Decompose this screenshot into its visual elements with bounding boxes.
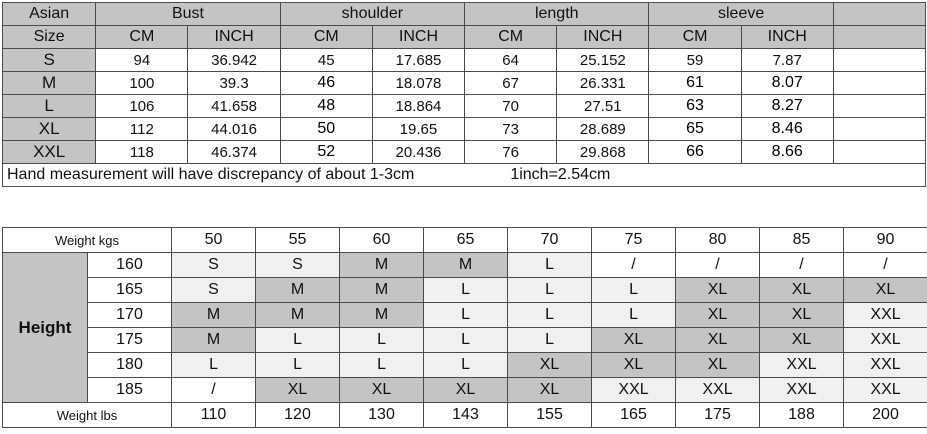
measurement-cell: 67 (465, 72, 557, 95)
size-cell: L (424, 353, 508, 378)
size-cell: L (592, 303, 676, 328)
size-cell: XL (256, 378, 340, 403)
size-cell: / (172, 378, 256, 403)
header-row-2 (3, 26, 926, 49)
size-cell: XL (508, 353, 592, 378)
weight-lbs-cell: 200 (844, 403, 927, 428)
measurement-cell: 106 (96, 95, 188, 118)
measurement-cell: 73 (465, 118, 557, 141)
size-cell: XL (760, 278, 844, 303)
size-cell: XL (676, 303, 760, 328)
spacer-cell (833, 141, 925, 164)
spacer-cell (833, 118, 925, 141)
height-value: 170 (88, 303, 172, 328)
size-cell: L (256, 353, 340, 378)
length-header: length (465, 3, 649, 26)
measurement-cell: 39.3 (188, 72, 280, 95)
weight-kgs-row (3, 228, 927, 253)
discrepancy-note: Hand measurement will have discrepancy of about 1-3cm (7, 166, 415, 183)
size-cell: L (256, 328, 340, 353)
height-row (3, 353, 927, 378)
size-cell: L (508, 303, 592, 328)
size-cell: M (424, 253, 508, 278)
measurement-cell: 64 (465, 49, 557, 72)
weight-lbs-cell: 143 (424, 403, 508, 428)
measurement-cell: 8.27 (741, 95, 833, 118)
size-label: M (3, 72, 96, 95)
size-cell: XXL (844, 378, 927, 403)
measurement-cell: 63 (649, 95, 741, 118)
size-cell: M (340, 303, 424, 328)
weight-lbs-row (3, 403, 927, 428)
spacer-cell (833, 49, 925, 72)
measurement-cell: 25.152 (557, 49, 649, 72)
size-cell: L (340, 353, 424, 378)
measurement-cell: 118 (96, 141, 188, 164)
size-label: XL (3, 118, 96, 141)
size-cell: XL (760, 328, 844, 353)
size-cell: XL (676, 353, 760, 378)
size-cell: XL (424, 378, 508, 403)
weight-kg-cell: 85 (760, 228, 844, 253)
height-weight-size-chart (2, 227, 927, 428)
measurement-cell: 50 (280, 118, 372, 141)
size-measurement-table (2, 2, 926, 187)
size-cell: XXL (676, 378, 760, 403)
note-row (3, 164, 926, 187)
size-cell: XL (760, 303, 844, 328)
shoulder-cm-header: CM (280, 26, 372, 49)
sleeve-header: sleeve (649, 3, 833, 26)
measurement-cell: 44.016 (188, 118, 280, 141)
measurement-cell: 45 (280, 49, 372, 72)
measurement-cell: 94 (96, 49, 188, 72)
measurement-cell: 100 (96, 72, 188, 95)
size-cell: L (424, 303, 508, 328)
weight-lbs-cell: 110 (172, 403, 256, 428)
size-cell: XXL (592, 378, 676, 403)
weight-kg-cell: 90 (844, 228, 927, 253)
measurement-cell: 27.51 (557, 95, 649, 118)
height-label: Height (3, 253, 88, 403)
weight-lbs-cell: 120 (256, 403, 340, 428)
size-row (3, 95, 926, 118)
size-cell: L (424, 328, 508, 353)
size-cell: XL (340, 378, 424, 403)
measurement-cell: 8.07 (741, 72, 833, 95)
size-cell: XXL (844, 303, 927, 328)
measurement-cell: 41.658 (188, 95, 280, 118)
spacer-cell (833, 72, 925, 95)
sleeve-inch-header: INCH (741, 26, 833, 49)
size-cell: L (172, 353, 256, 378)
measurement-cell: 59 (649, 49, 741, 72)
weight-lbs-label: Weight lbs (3, 403, 172, 428)
size-cell: L (340, 328, 424, 353)
measurement-cell: 36.942 (188, 49, 280, 72)
size-cell: S (256, 253, 340, 278)
measurement-cell: 65 (649, 118, 741, 141)
height-value: 165 (88, 278, 172, 303)
measurement-cell: 19.65 (372, 118, 464, 141)
measurement-cell: 46 (280, 72, 372, 95)
height-value: 180 (88, 353, 172, 378)
measurement-cell: 48 (280, 95, 372, 118)
height-value: 175 (88, 328, 172, 353)
size-header: Size (3, 26, 96, 49)
weight-lbs-cell: 130 (340, 403, 424, 428)
measurement-cell: 46.374 (188, 141, 280, 164)
size-cell: XXL (760, 378, 844, 403)
measurement-cell: 18.864 (372, 95, 464, 118)
size-cell: / (760, 253, 844, 278)
measurement-cell: 112 (96, 118, 188, 141)
size-row (3, 141, 926, 164)
measurement-cell: 76 (465, 141, 557, 164)
size-cell: M (172, 303, 256, 328)
weight-kgs-label: Weight kgs (3, 228, 172, 253)
measurement-cell: 66 (649, 141, 741, 164)
size-cell: / (676, 253, 760, 278)
spacer-header (833, 3, 925, 26)
measurement-cell: 7.87 (741, 49, 833, 72)
measurement-note (3, 164, 926, 187)
shoulder-header: shoulder (280, 3, 464, 26)
height-value: 185 (88, 378, 172, 403)
size-cell: L (592, 278, 676, 303)
size-cell: S (172, 278, 256, 303)
height-row (3, 303, 927, 328)
measurement-cell: 20.436 (372, 141, 464, 164)
measurement-cell: 61 (649, 72, 741, 95)
measurement-cell: 28.689 (557, 118, 649, 141)
shoulder-inch-header: INCH (372, 26, 464, 49)
size-cell: XXL (844, 328, 927, 353)
size-row (3, 72, 926, 95)
measurement-cell: 26.331 (557, 72, 649, 95)
weight-lbs-cell: 175 (676, 403, 760, 428)
size-cell: / (592, 253, 676, 278)
size-row (3, 118, 926, 141)
size-cell: M (256, 278, 340, 303)
bust-header: Bust (96, 3, 280, 26)
height-row (3, 328, 927, 353)
size-cell: XL (592, 353, 676, 378)
size-cell: L (508, 253, 592, 278)
measurement-cell: 70 (465, 95, 557, 118)
weight-kg-cell: 65 (424, 228, 508, 253)
weight-lbs-cell: 165 (592, 403, 676, 428)
size-cell: XL (676, 278, 760, 303)
size-cell: M (172, 328, 256, 353)
spacer-header (833, 26, 925, 49)
size-cell: M (256, 303, 340, 328)
size-cell: XL (592, 328, 676, 353)
measurement-cell: 8.66 (741, 141, 833, 164)
asian-header: Asian (3, 3, 96, 26)
bust-cm-header: CM (96, 26, 188, 49)
weight-kg-cell: 55 (256, 228, 340, 253)
weight-lbs-cell: 188 (760, 403, 844, 428)
size-cell: / (844, 253, 927, 278)
size-cell: XXL (844, 353, 927, 378)
height-row (3, 253, 927, 278)
sleeve-cm-header: CM (649, 26, 741, 49)
bust-inch-header: INCH (188, 26, 280, 49)
weight-lbs-cell: 155 (508, 403, 592, 428)
header-row-1 (3, 3, 926, 26)
size-cell: L (508, 328, 592, 353)
size-cell: M (340, 278, 424, 303)
height-value: 160 (88, 253, 172, 278)
size-cell: XL (844, 278, 927, 303)
weight-kg-cell: 70 (508, 228, 592, 253)
size-cell: XXL (760, 353, 844, 378)
conversion-note: 1inch=2.54cm (510, 166, 611, 183)
measurement-cell: 29.868 (557, 141, 649, 164)
size-cell: M (340, 253, 424, 278)
measurement-cell: 8.46 (741, 118, 833, 141)
size-cell: L (508, 278, 592, 303)
weight-kg-cell: 60 (340, 228, 424, 253)
measurement-cell: 17.685 (372, 49, 464, 72)
measurement-cell: 18.078 (372, 72, 464, 95)
weight-kg-cell: 75 (592, 228, 676, 253)
length-cm-header: CM (465, 26, 557, 49)
size-label: XXL (3, 141, 96, 164)
height-row (3, 378, 927, 403)
size-cell: S (172, 253, 256, 278)
size-label: L (3, 95, 96, 118)
size-row (3, 49, 926, 72)
weight-kg-cell: 80 (676, 228, 760, 253)
measurement-cell: 52 (280, 141, 372, 164)
size-cell: L (424, 278, 508, 303)
length-inch-header: INCH (557, 26, 649, 49)
spacer-cell (833, 95, 925, 118)
size-cell: XL (676, 328, 760, 353)
size-label: S (3, 49, 96, 72)
height-row (3, 278, 927, 303)
weight-kg-cell: 50 (172, 228, 256, 253)
size-cell: XL (508, 378, 592, 403)
